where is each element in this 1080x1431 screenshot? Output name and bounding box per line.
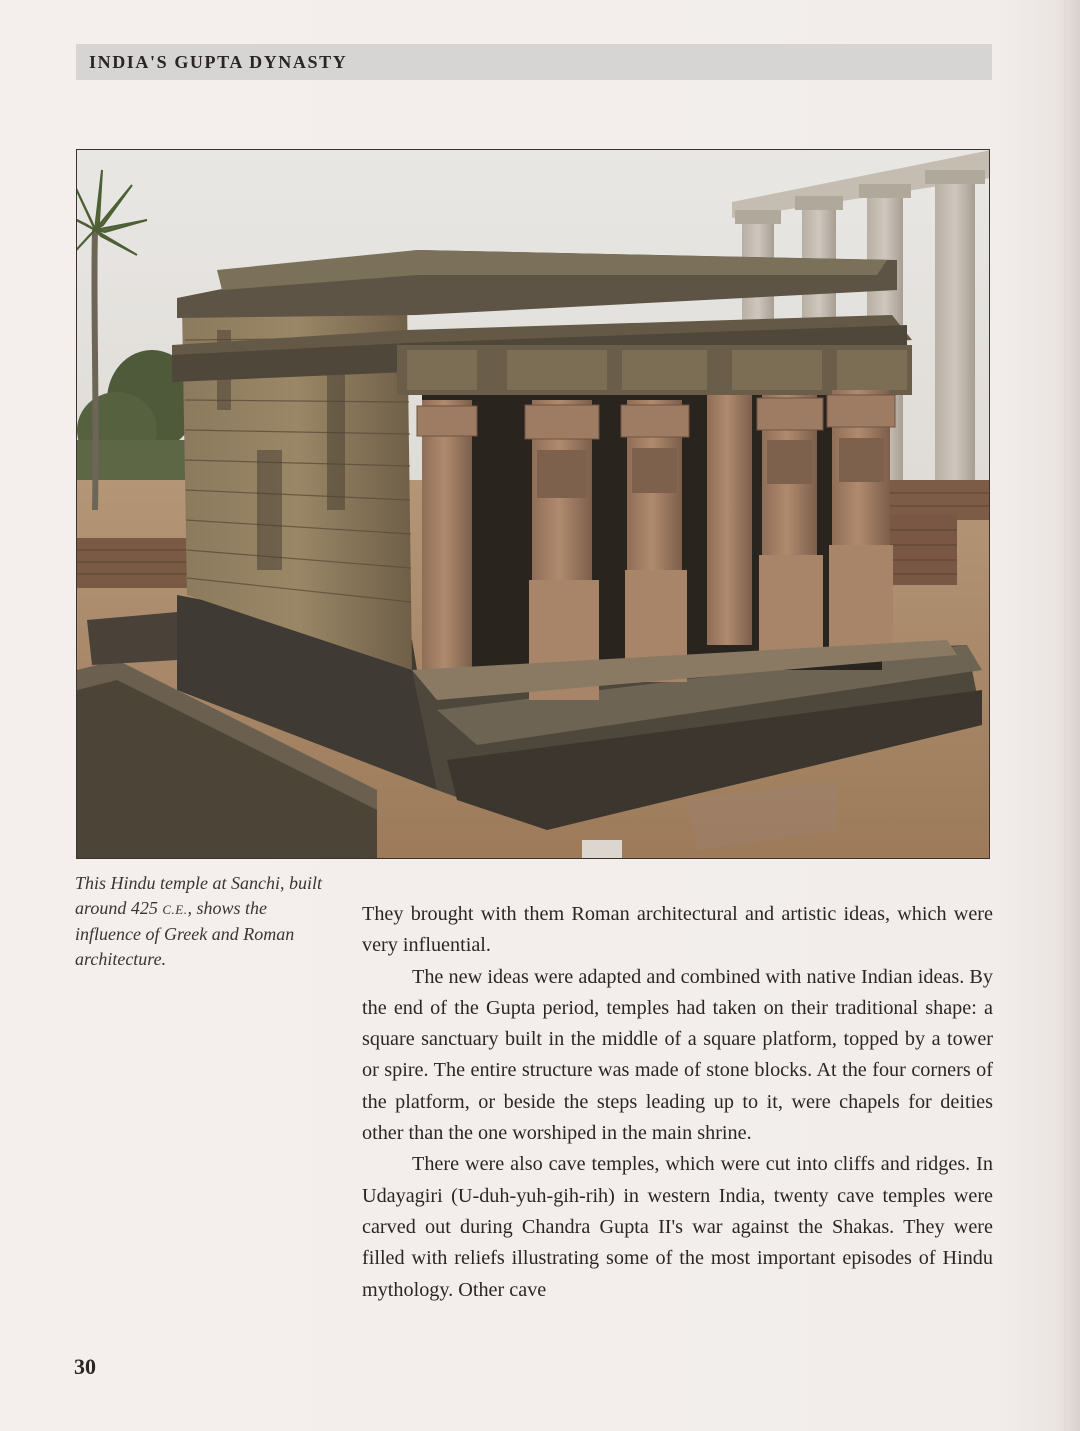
figure-caption (75, 871, 330, 971)
temple-photograph (76, 149, 990, 859)
page-edge (1064, 0, 1066, 1431)
temple-illustration (77, 150, 990, 859)
body-text (362, 899, 993, 1306)
caption-text-end: , shows the influence of Greek and Roman architecture. (75, 897, 295, 969)
paragraph-1: They brought with them Roman architectural and artistic ideas, which were very influential. (362, 903, 993, 957)
paragraph-3: There were also cave temples, which were cut into cliffs and ridges. In Udayagiri (U-duh-yuh-gih-rih) in western India, twenty cave temples were carved out during Chandra Gupta II's war against the Shakas. They were filled with reliefs illustrating some of the most important episodes of Hindu mythology. Other cave (362, 1153, 993, 1301)
running-head-band (76, 44, 992, 80)
running-head-title: INDIA'S GUPTA DYNASTY (89, 52, 348, 72)
page-number: 30 (74, 1354, 96, 1379)
paragraph-2: The new ideas were adapted and combined with native Indian ideas. By the end of the Gupta period, temples had taken on their traditional shape: a square sanctuary built in the middle of a square platform, topped by a tower or spire. The entire structure was made of stone blocks. At the four corners of the platform, or beside the steps leading up to it, were chapels for deities other than the one worshiped in the main shrine. (362, 965, 993, 1145)
caption-text-start: This Hindu temple at Sanchi, built around 425 (75, 873, 322, 918)
caption-era: C.E. (162, 901, 188, 917)
